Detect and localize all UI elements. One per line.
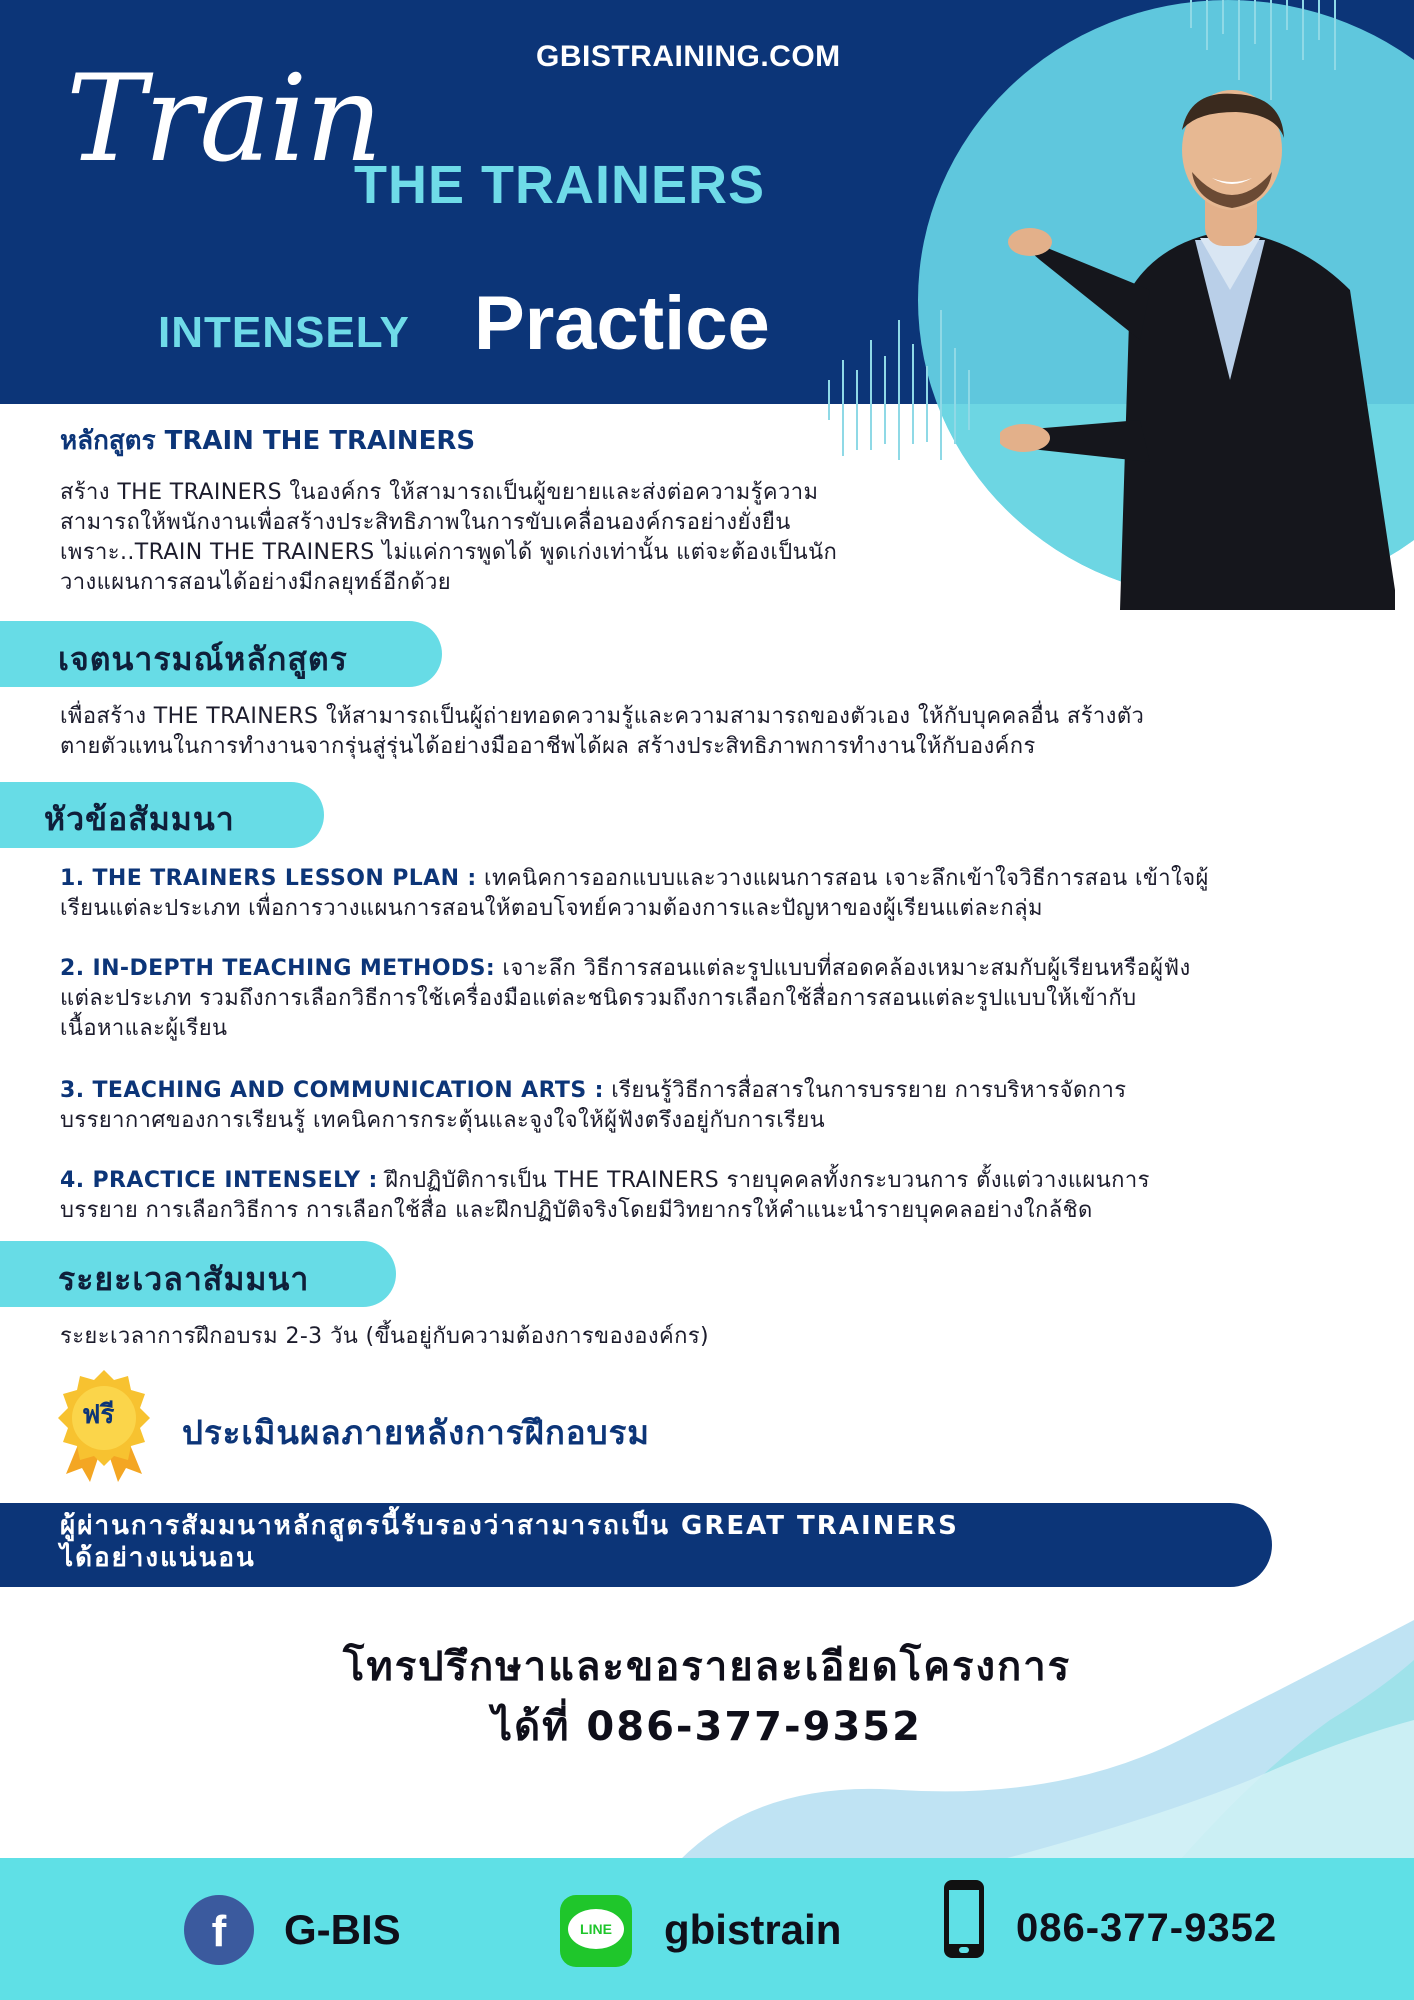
- course-title: หลักสูตร TRAIN THE TRAINERS: [60, 426, 476, 456]
- certification-line: ได้อย่างแน่นอน: [60, 1543, 256, 1573]
- line-app-icon-label: LINE: [568, 1909, 624, 1949]
- topic-text: บรรยาย การเลือกวิธีการ การเลือกใช้สื่อ และฝึกปฏิบัติจริงโดยมีวิทยากรให้คำแนะนำรายบุคคลอย่างใกล้ชิด: [60, 1198, 1093, 1223]
- presenter-illustration: [1000, 90, 1400, 610]
- topic-item: [60, 1166, 1380, 1226]
- line-app-icon[interactable]: [560, 1895, 632, 1967]
- contact-line-2: ได้ที่ 086-377-9352: [492, 1704, 922, 1750]
- intro-line: สร้าง THE TRAINERS ในองค์กร ให้สามารถเป็นผู้ขยายและส่งต่อความรู้ความ: [60, 480, 819, 505]
- assessment-text: ประเมินผลภายหลังการฝึกอบรม: [182, 1413, 651, 1452]
- phone-icon[interactable]: [944, 1880, 984, 1958]
- subtitle-right: Practice: [474, 281, 770, 366]
- topic-text: เรียนแต่ละประเภท เพื่อการวางแผนการสอนให้ตอบโจทย์ความต้องการและปัญหาของผู้เรียนแต่ละกลุ่ม: [60, 896, 1043, 921]
- topic-text: เนื้อหาและผู้เรียน: [60, 1016, 228, 1041]
- topic-text: บรรยากาศของการเรียนรู้ เทคนิคการกระตุ้นและจูงใจให้ผู้ฟังตรึงอยู่กับการเรียน: [60, 1108, 826, 1133]
- title-script: Train: [66, 50, 381, 189]
- certification-text: [60, 1510, 1220, 1574]
- free-badge-label: ฟรี: [82, 1400, 115, 1430]
- topic-text: เรียนรู้วิธีการสื่อสารในการบรรยาย การบริหารจัดการ: [603, 1078, 1127, 1103]
- topic-item: [60, 1076, 1380, 1136]
- facebook-label[interactable]: G-BIS: [284, 1906, 401, 1953]
- objective-heading: เจตนารมณ์หลักสูตร: [58, 640, 348, 678]
- contact-line-1: โทรปรึกษาและขอรายละเอียดโครงการ: [342, 1644, 1072, 1690]
- facebook-icon[interactable]: f: [184, 1895, 254, 1965]
- subtitle-left: INTENSELY: [158, 308, 410, 357]
- topic-text: ฝึกปฏิบัติการเป็น THE TRAINERS รายบุคคลทั้งกระบวนการ ตั้งแต่วางแผนการ: [377, 1168, 1150, 1193]
- site-url: GBISTRAINING.COM: [536, 40, 841, 73]
- topic-text: เจาะลึก วิธีการสอนแต่ละรูปแบบที่สอดคล้องเหมาะสมกับผู้เรียนหรือผู้ฟัง: [495, 956, 1191, 981]
- duration-text: ระยะเวลาการฝึกอบรม 2-3 วัน (ขึ้นอยู่กับความต้องการขององค์กร): [60, 1324, 710, 1349]
- topic-title: 3. TEACHING AND COMMUNICATION ARTS :: [60, 1078, 604, 1103]
- intro-line: สามารถให้พนักงานเพื่อสร้างประสิทธิภาพในการขับเคลื่อนองค์กรอย่างยั่งยืน: [60, 510, 791, 535]
- topic-item: [60, 864, 1380, 924]
- topic-title: 1. THE TRAINERS LESSON PLAN :: [60, 866, 477, 891]
- topic-title: 4. PRACTICE INTENSELY :: [60, 1168, 378, 1193]
- topics-heading: หัวข้อสัมมนา: [44, 800, 235, 838]
- topic-title: 2. IN-DEPTH TEACHING METHODS:: [60, 956, 496, 981]
- duration-heading: ระยะเวลาสัมมนา: [58, 1260, 310, 1298]
- topic-item: [60, 954, 1380, 1044]
- intro-line: เพราะ..TRAIN THE TRAINERS ไม่แค่การพูดได้ พูดเก่งเท่านั้น แต่จะต้องเป็นนัก: [60, 540, 838, 565]
- objective-line: ตายตัวแทนในการทำงานจากรุ่นสู่รุ่นได้อย่างมืออาชีพได้ผล สร้างประสิทธิภาพการทำงานให้กับองค์กร: [60, 734, 1036, 759]
- line-label[interactable]: gbistrain: [664, 1906, 842, 1953]
- topic-text: แต่ละประเภท รวมถึงการเลือกวิธีการใช้เครื่องมือแต่ละชนิดรวมถึงการเลือกใช้สื่อการสอนแต่ละรูปแบบให้เข้ากับ: [60, 986, 1137, 1011]
- objective-paragraph: [60, 702, 1390, 762]
- objective-line: เพื่อสร้าง THE TRAINERS ให้สามารถเป็นผู้ถ่ายทอดความรู้และความสามารถของตัวเอง ให้กับบุคคลอื่น สร้างตัว: [60, 704, 1145, 729]
- title-main: THE TRAINERS: [354, 155, 766, 215]
- intro-paragraph: [60, 478, 1060, 598]
- phone-label[interactable]: 086-377-9352: [1016, 1906, 1278, 1950]
- topic-text: เทคนิคการออกแบบและวางแผนการสอน เจาะลึกเข้าใจวิธีการสอน เข้าใจผู้: [476, 866, 1209, 891]
- intro-line: วางแผนการสอนได้อย่างมีกลยุทธ์อีกด้วย: [60, 570, 452, 595]
- certification-line: ผู้ผ่านการสัมมนาหลักสูตรนี้รับรองว่าสามารถเป็น GREAT TRAINERS: [60, 1511, 959, 1541]
